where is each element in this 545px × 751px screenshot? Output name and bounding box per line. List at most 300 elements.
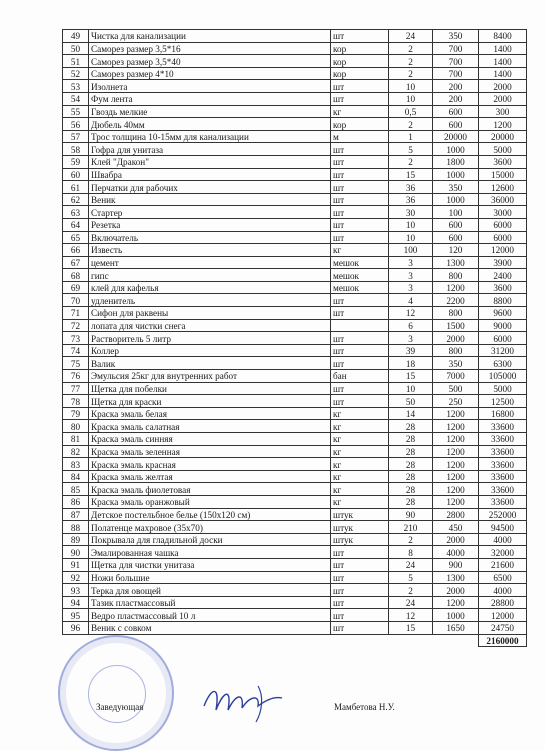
cell-qty: 15 bbox=[389, 168, 433, 181]
footer-name: Мамбетова Н.У. bbox=[334, 702, 395, 712]
cell-n: 57 bbox=[63, 130, 89, 143]
cell-unit: шт bbox=[331, 357, 389, 370]
cell-name: Саморез размер 3,5*40 bbox=[89, 55, 331, 68]
cell-price: 1200 bbox=[433, 458, 479, 471]
cell-unit: шт bbox=[331, 155, 389, 168]
cell-qty: 2 bbox=[389, 584, 433, 597]
cell-unit: шт bbox=[331, 584, 389, 597]
table-row bbox=[63, 495, 527, 508]
table-row bbox=[63, 370, 527, 383]
cell-price: 7000 bbox=[433, 370, 479, 383]
cell-sum: 1400 bbox=[479, 55, 527, 68]
cell-sum: 5000 bbox=[479, 382, 527, 395]
cell-sum: 33600 bbox=[479, 458, 527, 471]
table-row bbox=[63, 332, 527, 345]
cell-price: 1300 bbox=[433, 256, 479, 269]
cell-qty: 15 bbox=[389, 621, 433, 634]
cell-unit: кор bbox=[331, 118, 389, 131]
cell-name: Резетка bbox=[89, 218, 331, 231]
cell-name: Стартер bbox=[89, 206, 331, 219]
cell-unit: шт bbox=[331, 193, 389, 206]
cell-sum: 2000 bbox=[479, 92, 527, 105]
cell-qty: 0,5 bbox=[389, 105, 433, 118]
cell-n: 56 bbox=[63, 118, 89, 131]
cell-price: 1200 bbox=[433, 483, 479, 496]
cell-unit: бан bbox=[331, 370, 389, 383]
cell-price: 1200 bbox=[433, 596, 479, 609]
inventory-table-body bbox=[63, 30, 527, 647]
cell-qty: 14 bbox=[389, 407, 433, 420]
total-sum: 2160000 bbox=[479, 634, 527, 647]
cell-price: 200 bbox=[433, 80, 479, 93]
cell-sum: 252000 bbox=[479, 508, 527, 521]
cell-qty: 24 bbox=[389, 558, 433, 571]
cell-n: 90 bbox=[63, 546, 89, 559]
cell-n: 88 bbox=[63, 521, 89, 534]
cell-name: Ведро пластмассовый 10 л bbox=[89, 609, 331, 622]
cell-sum: 1400 bbox=[479, 67, 527, 80]
cell-n: 63 bbox=[63, 206, 89, 219]
table-row bbox=[63, 445, 527, 458]
table-row bbox=[63, 218, 527, 231]
cell-unit: кор bbox=[331, 55, 389, 68]
cell-name: Краска эмаль салатная bbox=[89, 420, 331, 433]
cell-n: 67 bbox=[63, 256, 89, 269]
cell-unit: шт bbox=[331, 382, 389, 395]
cell-name: Щетка для краски bbox=[89, 395, 331, 408]
cell-name: Эмалированная чашка bbox=[89, 546, 331, 559]
cell-name: Эмульсия 25кг для внутренних работ bbox=[89, 370, 331, 383]
cell-n: 78 bbox=[63, 395, 89, 408]
cell-sum: 1400 bbox=[479, 42, 527, 55]
cell-qty: 5 bbox=[389, 571, 433, 584]
cell-price: 1200 bbox=[433, 495, 479, 508]
cell-n: 51 bbox=[63, 55, 89, 68]
cell-unit: штук bbox=[331, 533, 389, 546]
cell-qty: 10 bbox=[389, 382, 433, 395]
cell-unit: мешок bbox=[331, 256, 389, 269]
cell-price: 4000 bbox=[433, 546, 479, 559]
cell-sum: 31200 bbox=[479, 344, 527, 357]
cell-qty: 4 bbox=[389, 294, 433, 307]
cell-sum: 33600 bbox=[479, 420, 527, 433]
cell-qty: 100 bbox=[389, 244, 433, 257]
cell-sum: 12600 bbox=[479, 181, 527, 194]
signature bbox=[198, 676, 298, 726]
cell-price: 2800 bbox=[433, 508, 479, 521]
table-row bbox=[63, 621, 527, 634]
cell-sum: 4000 bbox=[479, 533, 527, 546]
cell-price: 1300 bbox=[433, 571, 479, 584]
cell-n: 65 bbox=[63, 231, 89, 244]
cell-qty: 2 bbox=[389, 55, 433, 68]
cell-price: 1000 bbox=[433, 168, 479, 181]
cell-name: удленитель bbox=[89, 294, 331, 307]
cell-price: 1650 bbox=[433, 621, 479, 634]
cell-sum: 12000 bbox=[479, 609, 527, 622]
cell-unit: шт bbox=[331, 395, 389, 408]
cell-qty: 28 bbox=[389, 433, 433, 446]
cell-unit: кг bbox=[331, 495, 389, 508]
cell-sum: 3900 bbox=[479, 256, 527, 269]
cell-unit: шт bbox=[331, 218, 389, 231]
table-row bbox=[63, 319, 527, 332]
cell-qty: 24 bbox=[389, 30, 433, 43]
cell-sum: 28800 bbox=[479, 596, 527, 609]
cell-n: 55 bbox=[63, 105, 89, 118]
cell-unit: шт bbox=[331, 621, 389, 634]
cell-price: 120 bbox=[433, 244, 479, 257]
table-row bbox=[63, 344, 527, 357]
cell-unit bbox=[331, 319, 389, 332]
cell-qty: 15 bbox=[389, 370, 433, 383]
cell-qty: 10 bbox=[389, 80, 433, 93]
cell-qty: 28 bbox=[389, 420, 433, 433]
cell-price: 800 bbox=[433, 269, 479, 282]
cell-sum: 21600 bbox=[479, 558, 527, 571]
cell-n: 81 bbox=[63, 433, 89, 446]
cell-price: 20000 bbox=[433, 130, 479, 143]
cell-sum: 36000 bbox=[479, 193, 527, 206]
cell-n: 76 bbox=[63, 370, 89, 383]
cell-n: 54 bbox=[63, 92, 89, 105]
table-row bbox=[63, 382, 527, 395]
cell-unit: шт bbox=[331, 80, 389, 93]
table-row bbox=[63, 105, 527, 118]
cell-qty: 28 bbox=[389, 445, 433, 458]
table-row bbox=[63, 307, 527, 320]
cell-sum: 3000 bbox=[479, 206, 527, 219]
cell-sum: 16800 bbox=[479, 407, 527, 420]
cell-unit: шт bbox=[331, 558, 389, 571]
cell-price: 1500 bbox=[433, 319, 479, 332]
cell-n: 71 bbox=[63, 307, 89, 320]
cell-price: 600 bbox=[433, 218, 479, 231]
cell-unit: кг bbox=[331, 470, 389, 483]
cell-name: Саморез размер 3,5*16 bbox=[89, 42, 331, 55]
cell-sum: 6300 bbox=[479, 357, 527, 370]
cell-price: 600 bbox=[433, 105, 479, 118]
cell-unit: шт bbox=[331, 206, 389, 219]
cell-qty: 3 bbox=[389, 269, 433, 282]
cell-sum: 33600 bbox=[479, 445, 527, 458]
cell-qty: 210 bbox=[389, 521, 433, 534]
cell-sum: 33600 bbox=[479, 495, 527, 508]
cell-sum: 2400 bbox=[479, 269, 527, 282]
table-row bbox=[63, 357, 527, 370]
cell-sum: 1200 bbox=[479, 118, 527, 131]
cell-price: 1200 bbox=[433, 281, 479, 294]
cell-name: Перчатки для рабочих bbox=[89, 181, 331, 194]
cell-qty: 10 bbox=[389, 92, 433, 105]
cell-price: 100 bbox=[433, 206, 479, 219]
cell-qty: 50 bbox=[389, 395, 433, 408]
cell-sum: 15000 bbox=[479, 168, 527, 181]
cell-n: 70 bbox=[63, 294, 89, 307]
cell-sum: 3600 bbox=[479, 155, 527, 168]
cell-name: цемент bbox=[89, 256, 331, 269]
cell-name: Краска эмаль желтая bbox=[89, 470, 331, 483]
cell-sum: 33600 bbox=[479, 483, 527, 496]
cell-qty: 28 bbox=[389, 470, 433, 483]
cell-name: Коллер bbox=[89, 344, 331, 357]
table-row bbox=[63, 244, 527, 257]
cell-n: 95 bbox=[63, 609, 89, 622]
table-row bbox=[63, 67, 527, 80]
cell-name: Щетка для побелки bbox=[89, 382, 331, 395]
cell-qty: 28 bbox=[389, 483, 433, 496]
cell-sum: 24750 bbox=[479, 621, 527, 634]
cell-n: 68 bbox=[63, 269, 89, 282]
cell-name: Валик bbox=[89, 357, 331, 370]
table-row bbox=[63, 571, 527, 584]
cell-name: Известь bbox=[89, 244, 331, 257]
cell-unit: штук bbox=[331, 508, 389, 521]
cell-n: 64 bbox=[63, 218, 89, 231]
cell-name: Краска эмаль фиолетовая bbox=[89, 483, 331, 496]
cell-sum: 2000 bbox=[479, 80, 527, 93]
cell-qty: 24 bbox=[389, 596, 433, 609]
table-row bbox=[63, 206, 527, 219]
cell-name: Веник bbox=[89, 193, 331, 206]
cell-sum: 105000 bbox=[479, 370, 527, 383]
cell-unit: шт bbox=[331, 92, 389, 105]
cell-n: 92 bbox=[63, 571, 89, 584]
cell-sum: 6000 bbox=[479, 231, 527, 244]
table-row bbox=[63, 269, 527, 282]
cell-n: 52 bbox=[63, 67, 89, 80]
table-row bbox=[63, 433, 527, 446]
cell-name: Тазик пластмассовый bbox=[89, 596, 331, 609]
table-row bbox=[63, 584, 527, 597]
cell-n: 60 bbox=[63, 168, 89, 181]
cell-n: 83 bbox=[63, 458, 89, 471]
cell-unit: кг bbox=[331, 407, 389, 420]
table-row bbox=[63, 596, 527, 609]
cell-unit: шт bbox=[331, 143, 389, 156]
cell-n: 80 bbox=[63, 420, 89, 433]
cell-unit: шт bbox=[331, 546, 389, 559]
cell-n: 89 bbox=[63, 533, 89, 546]
cell-qty: 6 bbox=[389, 319, 433, 332]
table-row bbox=[63, 294, 527, 307]
cell-price: 2000 bbox=[433, 533, 479, 546]
cell-sum: 6000 bbox=[479, 218, 527, 231]
table-row bbox=[63, 256, 527, 269]
cell-name: Фум лента bbox=[89, 92, 331, 105]
cell-name: Растворитель 5 литр bbox=[89, 332, 331, 345]
table-row bbox=[63, 558, 527, 571]
cell-price: 1800 bbox=[433, 155, 479, 168]
table-row bbox=[63, 546, 527, 559]
table-row bbox=[63, 42, 527, 55]
cell-n: 87 bbox=[63, 508, 89, 521]
cell-price: 1000 bbox=[433, 143, 479, 156]
cell-sum: 3600 bbox=[479, 281, 527, 294]
cell-name: Изолнета bbox=[89, 80, 331, 93]
cell-price: 350 bbox=[433, 357, 479, 370]
cell-n: 91 bbox=[63, 558, 89, 571]
cell-sum: 9000 bbox=[479, 319, 527, 332]
table-row bbox=[63, 118, 527, 131]
footer-position: Заведующая bbox=[96, 702, 144, 712]
cell-name: Полатенце махровое (35х70) bbox=[89, 521, 331, 534]
cell-n: 58 bbox=[63, 143, 89, 156]
cell-qty: 2 bbox=[389, 155, 433, 168]
cell-n: 49 bbox=[63, 30, 89, 43]
cell-sum: 8400 bbox=[479, 30, 527, 43]
cell-price: 1000 bbox=[433, 609, 479, 622]
cell-qty: 39 bbox=[389, 344, 433, 357]
table-row bbox=[63, 143, 527, 156]
cell-n: 53 bbox=[63, 80, 89, 93]
cell-name: Краска эмаль красная bbox=[89, 458, 331, 471]
cell-unit: кг bbox=[331, 458, 389, 471]
cell-sum: 5000 bbox=[479, 143, 527, 156]
cell-price: 1000 bbox=[433, 193, 479, 206]
cell-sum: 9600 bbox=[479, 307, 527, 320]
cell-qty: 18 bbox=[389, 357, 433, 370]
cell-sum: 12000 bbox=[479, 244, 527, 257]
table-row bbox=[63, 168, 527, 181]
cell-price: 200 bbox=[433, 92, 479, 105]
cell-n: 85 bbox=[63, 483, 89, 496]
cell-name: Покрывала для гладильной доски bbox=[89, 533, 331, 546]
cell-unit: кор bbox=[331, 67, 389, 80]
cell-n: 69 bbox=[63, 281, 89, 294]
cell-unit: кг bbox=[331, 105, 389, 118]
cell-n: 66 bbox=[63, 244, 89, 257]
cell-unit: шт bbox=[331, 332, 389, 345]
cell-name: Саморез размер 4*10 bbox=[89, 67, 331, 80]
table-row bbox=[63, 395, 527, 408]
cell-price: 2000 bbox=[433, 332, 479, 345]
cell-n: 77 bbox=[63, 382, 89, 395]
cell-name: Веник с совком bbox=[89, 621, 331, 634]
cell-price: 700 bbox=[433, 67, 479, 80]
cell-sum: 6500 bbox=[479, 571, 527, 584]
cell-sum: 33600 bbox=[479, 470, 527, 483]
cell-price: 250 bbox=[433, 395, 479, 408]
cell-price: 1200 bbox=[433, 407, 479, 420]
cell-sum: 94500 bbox=[479, 521, 527, 534]
cell-n: 84 bbox=[63, 470, 89, 483]
table-row bbox=[63, 281, 527, 294]
cell-n: 79 bbox=[63, 407, 89, 420]
cell-sum: 33600 bbox=[479, 433, 527, 446]
cell-sum: 32000 bbox=[479, 546, 527, 559]
table-row bbox=[63, 92, 527, 105]
cell-unit: кг bbox=[331, 244, 389, 257]
cell-name: Терка для овощей bbox=[89, 584, 331, 597]
cell-n: 74 bbox=[63, 344, 89, 357]
cell-unit: м bbox=[331, 130, 389, 143]
cell-unit: шт bbox=[331, 307, 389, 320]
cell-n: 72 bbox=[63, 319, 89, 332]
cell-n: 61 bbox=[63, 181, 89, 194]
cell-name: Краска эмаль зеленная bbox=[89, 445, 331, 458]
table-row bbox=[63, 508, 527, 521]
cell-unit: штук bbox=[331, 521, 389, 534]
cell-unit: шт bbox=[331, 168, 389, 181]
table-row bbox=[63, 407, 527, 420]
cell-price: 800 bbox=[433, 307, 479, 320]
cell-n: 96 bbox=[63, 621, 89, 634]
table-row bbox=[63, 231, 527, 244]
table-row bbox=[63, 80, 527, 93]
cell-qty: 2 bbox=[389, 67, 433, 80]
cell-qty: 10 bbox=[389, 231, 433, 244]
cell-qty: 3 bbox=[389, 332, 433, 345]
table-row bbox=[63, 458, 527, 471]
cell-qty: 12 bbox=[389, 307, 433, 320]
cell-price: 350 bbox=[433, 181, 479, 194]
cell-sum: 12500 bbox=[479, 395, 527, 408]
cell-qty: 30 bbox=[389, 206, 433, 219]
cell-qty: 5 bbox=[389, 143, 433, 156]
cell-n: 59 bbox=[63, 155, 89, 168]
cell-sum: 20000 bbox=[479, 130, 527, 143]
cell-qty: 10 bbox=[389, 218, 433, 231]
cell-name: Швабра bbox=[89, 168, 331, 181]
cell-name: Краска эмаль оранжовый bbox=[89, 495, 331, 508]
cell-unit: кор bbox=[331, 42, 389, 55]
cell-name: Краска эмаль белая bbox=[89, 407, 331, 420]
cell-price: 1200 bbox=[433, 445, 479, 458]
round-stamp bbox=[58, 635, 174, 751]
table-row bbox=[63, 521, 527, 534]
table-row bbox=[63, 483, 527, 496]
cell-unit: шт bbox=[331, 181, 389, 194]
cell-unit: шт bbox=[331, 231, 389, 244]
table-row bbox=[63, 30, 527, 43]
cell-unit: мешок bbox=[331, 269, 389, 282]
cell-unit: шт bbox=[331, 596, 389, 609]
table-row bbox=[63, 155, 527, 168]
cell-qty: 28 bbox=[389, 495, 433, 508]
cell-price: 2200 bbox=[433, 294, 479, 307]
cell-qty: 3 bbox=[389, 256, 433, 269]
cell-name: Ножи большие bbox=[89, 571, 331, 584]
cell-qty: 28 bbox=[389, 458, 433, 471]
cell-name: Дюбель 40мм bbox=[89, 118, 331, 131]
table-row bbox=[63, 55, 527, 68]
cell-name: Включатель bbox=[89, 231, 331, 244]
cell-unit: шт bbox=[331, 609, 389, 622]
table-row bbox=[63, 193, 527, 206]
cell-qty: 2 bbox=[389, 533, 433, 546]
cell-price: 450 bbox=[433, 521, 479, 534]
cell-price: 700 bbox=[433, 55, 479, 68]
table-row bbox=[63, 130, 527, 143]
cell-qty: 8 bbox=[389, 546, 433, 559]
table-row bbox=[63, 181, 527, 194]
cell-name: гипс bbox=[89, 269, 331, 282]
cell-name: Гвоздь мелкие bbox=[89, 105, 331, 118]
cell-price: 800 bbox=[433, 344, 479, 357]
cell-qty: 36 bbox=[389, 181, 433, 194]
cell-price: 1200 bbox=[433, 433, 479, 446]
cell-qty: 36 bbox=[389, 193, 433, 206]
cell-qty: 12 bbox=[389, 609, 433, 622]
cell-n: 50 bbox=[63, 42, 89, 55]
cell-unit: шт bbox=[331, 344, 389, 357]
cell-price: 2000 bbox=[433, 584, 479, 597]
cell-name: Краска эмаль синняя bbox=[89, 433, 331, 446]
cell-name: Щетка для чистки унитаза bbox=[89, 558, 331, 571]
cell-price: 700 bbox=[433, 42, 479, 55]
cell-price: 500 bbox=[433, 382, 479, 395]
